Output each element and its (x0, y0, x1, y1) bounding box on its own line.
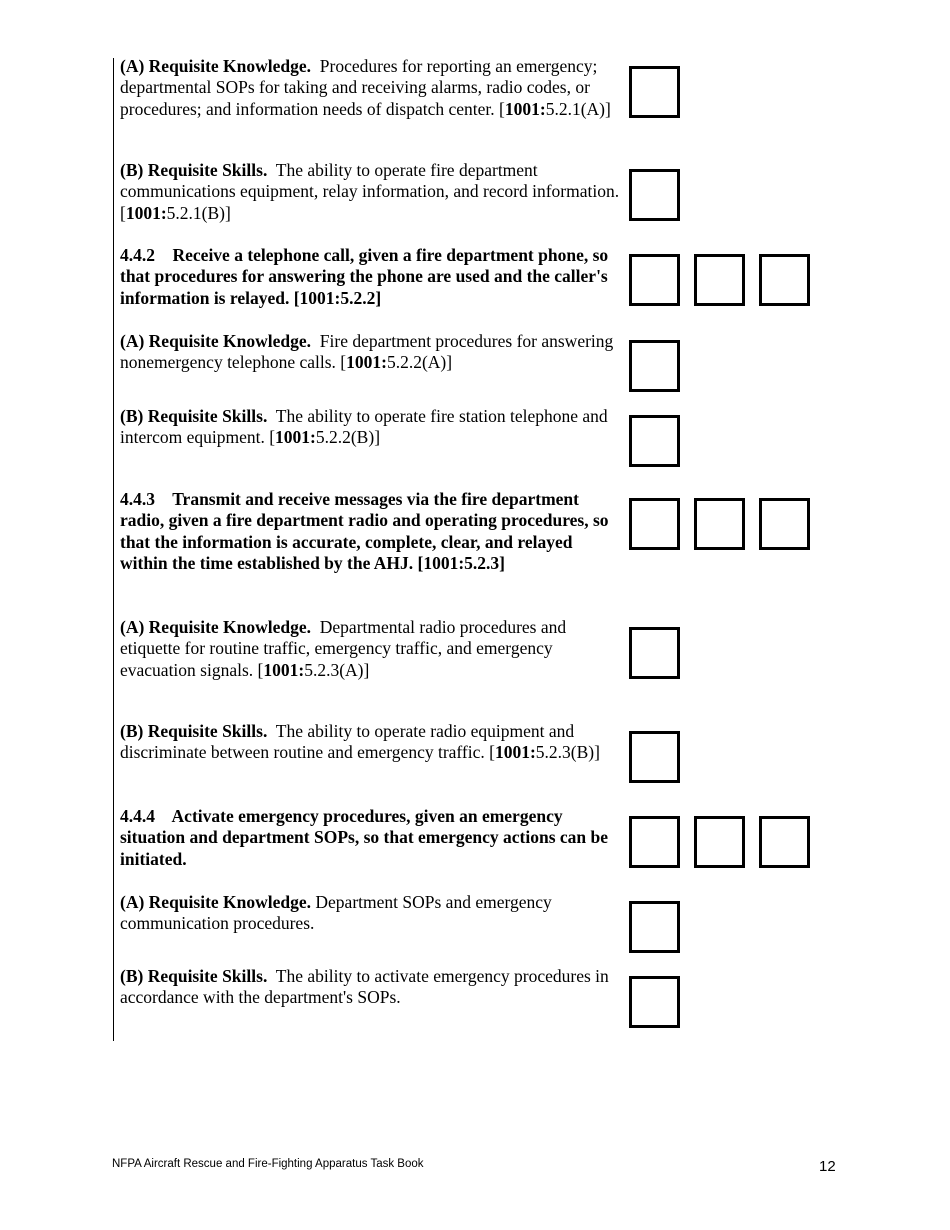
item-text: The ability to operate fire station telephone and intercom equipment. (120, 406, 608, 448)
item-text: Fire department procedures for answering nonemergency telephone calls. (120, 331, 614, 373)
ref-num: 5.2.3(B) (535, 742, 595, 763)
ref-code: 1001: (125, 202, 167, 223)
evaluation-checkbox[interactable] (629, 498, 680, 550)
item-label: (B) Requisite Skills. (120, 406, 268, 426)
evaluation-checkbox[interactable] (694, 816, 745, 868)
item-label: (A) Requisite Knowledge. (120, 892, 312, 912)
section-text: Transmit and receive messages via the fire department radio, given a fire department radio and operating procedures, so that the information is accurate, complete, clear, and relayed within the time established by the AHJ. [1001:5.2.3] (120, 489, 609, 574)
evaluation-checkbox[interactable] (629, 976, 680, 1028)
ref-num: 5.2.1(B) (166, 202, 225, 223)
evaluation-checkbox[interactable] (629, 66, 680, 118)
checkbox-group (629, 498, 810, 550)
evaluation-checkbox[interactable] (629, 415, 680, 467)
section-4-4-4 (120, 806, 620, 870)
evaluation-checkbox[interactable] (629, 816, 680, 868)
item-label: (A) Requisite Knowledge. (120, 56, 312, 76)
evaluation-checkbox[interactable] (629, 254, 680, 306)
checkbox-group (629, 816, 810, 868)
item-label: (B) Requisite Skills. (120, 966, 268, 986)
evaluation-checkbox[interactable] (694, 498, 745, 550)
evaluation-checkbox[interactable] (629, 627, 680, 679)
checkbox-group (629, 340, 680, 392)
footer-title: NFPA Aircraft Rescue and Fire-Fighting Apparatus Task Book (112, 1158, 424, 1170)
ref-code: 1001: (275, 427, 316, 448)
left-margin-rule (113, 58, 114, 1041)
ref-num: 5.2.3(A) (304, 659, 364, 680)
section-text: Activate emergency procedures, given an emergency situation and department SOPs, so that emergency actions can be initiated. (120, 806, 609, 869)
item-text: The ability to operate radio equipment and discriminate between routine and emergency traffic. (120, 721, 575, 763)
item-label: (B) Requisite Skills. (120, 721, 268, 741)
item-5-2-3-b: (B) Requisite Skills. The ability to operate radio equipment and discriminate between routine and emergency traffic. [1001:5.2.3(B)] (120, 721, 600, 763)
checkbox-group (629, 976, 680, 1028)
item-text: The ability to activate emergency procedures in accordance with the department's SOPs. (120, 966, 609, 1008)
checkbox-group (629, 254, 810, 306)
evaluation-checkbox[interactable] (629, 731, 680, 783)
ref-code: 1001: (504, 98, 546, 119)
section-number: 4.4.2 (120, 245, 155, 265)
item-4-4-4-b (120, 966, 620, 1009)
checkbox-group (629, 169, 680, 221)
section-text: Receive a telephone call, given a fire department phone, so that procedures for answering the phone are used and the caller's information is relayed. [1001:5.2.2] (120, 245, 609, 308)
checkbox-group (629, 901, 680, 953)
item-5-2-3-a: (A) Requisite Knowledge. Departmental radio procedures and etiquette for routine traffic, emergency traffic, and emergency evacuation signals. [1001:5.2.3(A)] (120, 617, 567, 680)
section-number: 4.4.4 (120, 806, 155, 826)
evaluation-checkbox[interactable] (759, 254, 810, 306)
checkbox-group (629, 66, 680, 118)
evaluation-checkbox[interactable] (629, 169, 680, 221)
item-text: Department SOPs and emergency communication procedures. (120, 892, 552, 934)
evaluation-checkbox[interactable] (629, 901, 680, 953)
evaluation-checkbox[interactable] (694, 254, 745, 306)
section-4-4-2 (120, 245, 620, 309)
ref-num: 5.2.1(A) (545, 98, 605, 119)
evaluation-checkbox[interactable] (629, 340, 680, 392)
section-4-4-3 (120, 489, 620, 575)
item-5-2-1-a: (A) Requisite Knowledge. Procedures for reporting an emergency; departmental SOPs for taking and receiving alarms, radio codes, or procedures; and information needs of dispatch center. [1001:5.2.1(A)] (120, 56, 611, 119)
item-text: The ability to operate fire department communications equipment, relay information, and record information. (120, 160, 620, 202)
section-number: 4.4.3 (120, 489, 155, 509)
evaluation-checkbox[interactable] (759, 816, 810, 868)
item-5-2-1-b: (B) Requisite Skills. The ability to operate fire department communications equipment, relay information, and record information. [1001:5.2.1(B)] (120, 160, 620, 223)
item-text: Procedures for reporting an emergency; departmental SOPs for taking and receiving alarms, radio codes, or procedures; and information needs of dispatch center. (120, 56, 598, 119)
item-label: (A) Requisite Knowledge. (120, 331, 312, 351)
ref-code: 1001: (494, 742, 536, 763)
checkbox-group (629, 415, 680, 467)
item-5-2-2-b: (B) Requisite Skills. The ability to operate fire station telephone and intercom equipment. [1001:5.2.2(B)] (120, 406, 608, 448)
checkbox-group (629, 627, 680, 679)
ref-code: 1001: (346, 352, 387, 373)
ref-num: 5.2.2(B) (315, 427, 375, 448)
ref-num: 5.2.2(A) (386, 352, 447, 373)
item-5-2-2-a: (A) Requisite Knowledge. Fire department procedures for answering nonemergency telephone calls. [1001:5.2.2(A)] (120, 331, 614, 373)
page-number: 12 (819, 1158, 836, 1175)
ref-code: 1001: (263, 659, 305, 680)
evaluation-checkbox[interactable] (759, 498, 810, 550)
item-label: (A) Requisite Knowledge. (120, 617, 312, 637)
item-label: (B) Requisite Skills. (120, 160, 268, 180)
checkbox-group (629, 731, 680, 783)
item-4-4-4-a (120, 892, 620, 935)
item-text: Departmental radio procedures and etiquette for routine traffic, emergency traffic, and emergency evacuation signals. (120, 617, 567, 680)
